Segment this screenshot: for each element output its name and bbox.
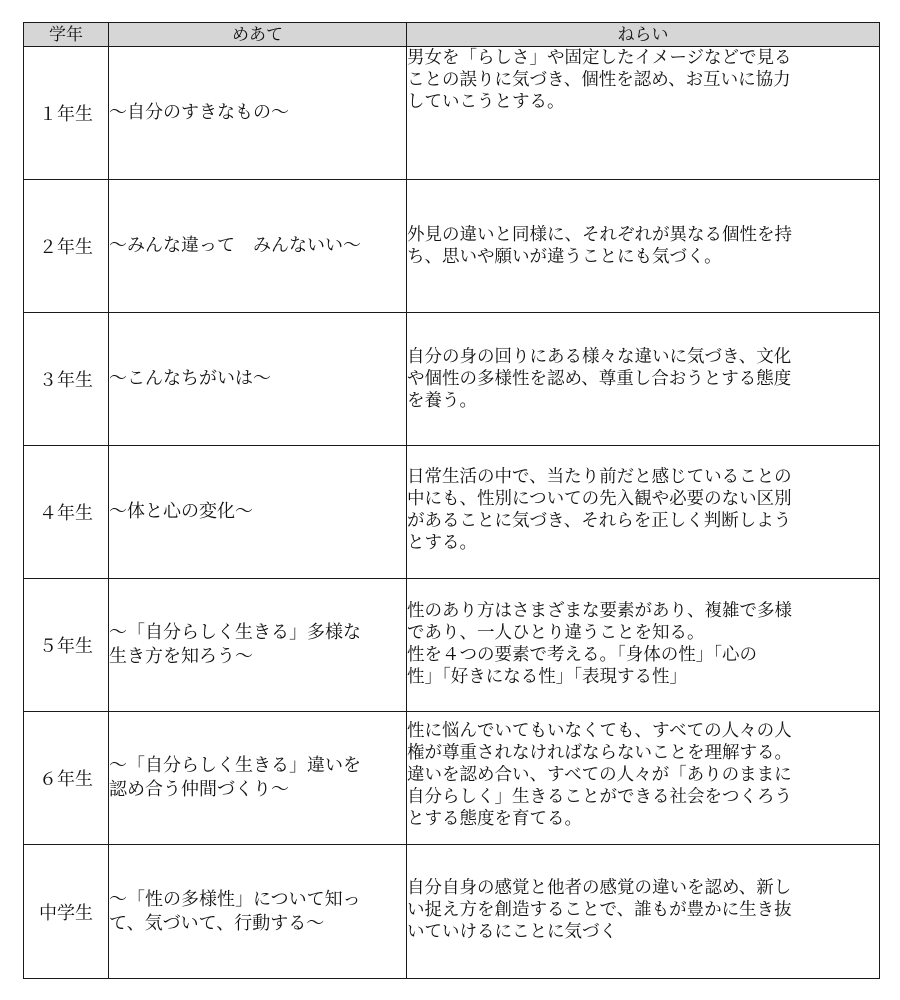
grade-cell: ４年生 xyxy=(24,446,109,579)
aim-line: とする。 xyxy=(407,533,477,553)
aim-cell xyxy=(407,47,880,180)
aim-cell xyxy=(407,845,880,979)
table-row xyxy=(24,47,880,180)
goal-cell xyxy=(109,712,407,845)
goal-line: ～「自分らしく生きる」多様な xyxy=(109,622,361,643)
aim-cell xyxy=(407,313,880,446)
goal-line: ～「自分らしく生きる」違いを xyxy=(109,755,361,776)
table-row xyxy=(24,180,880,313)
aim-line: や個性の多様性を認め、尊重し合おうとする態度 xyxy=(407,369,792,389)
aim-line: 自分の身の回りにある様々な違いに気づき、文化 xyxy=(407,347,792,367)
goal-line: ～「性の多様性」について知っ xyxy=(109,888,361,910)
table-row xyxy=(24,313,880,446)
goal-cell xyxy=(109,313,407,446)
goal-line: ～自分のすきなもの～ xyxy=(109,102,289,123)
aim-line: 性」「好きになる性」「表現する性」 xyxy=(407,667,687,687)
aim-line: 性に悩んでいてもいなくても、すべての人々の人 xyxy=(407,721,792,741)
goal-cell xyxy=(109,845,407,979)
curriculum-table xyxy=(23,22,880,979)
aim-cell xyxy=(407,579,880,712)
aim-line: があることに気づき、それらを正しく判断しよう xyxy=(407,511,792,531)
table-row xyxy=(24,845,880,979)
grade-cell: ３年生 xyxy=(24,313,109,446)
goal-line: 認め合う仲間づくり～ xyxy=(109,779,289,800)
aim-line: 男女を「らしさ」や固定したイメージなどで見る xyxy=(407,48,792,68)
aim-line: していこうとする。 xyxy=(407,92,565,112)
aim-line: を養う。 xyxy=(407,391,477,411)
goal-line: ～こんなちがいは～ xyxy=(109,368,271,389)
grade-cell: ５年生 xyxy=(24,579,109,712)
goal-line: ～みんな違って みんないい～ xyxy=(109,235,361,256)
aim-line: ことの誤りに気づき、個性を認め、お互いに協力 xyxy=(407,70,791,90)
table-row xyxy=(24,579,880,712)
table-row xyxy=(24,446,880,579)
aim-line: とする態度を育てる。 xyxy=(407,809,582,829)
aim-line: いていけるにことに気づく xyxy=(407,922,617,942)
header-grade: 学年 xyxy=(24,23,109,47)
aim-line: ち、思いや願いが違うことにも気づく。 xyxy=(407,247,722,267)
grade-cell: 中学生 xyxy=(24,845,109,979)
aim-line: 自分らしく」生きることができる社会をつくろう xyxy=(407,787,792,807)
aim-line: 外見の違いと同様に、それぞれが異なる個性を持 xyxy=(407,225,792,245)
header-row xyxy=(24,23,880,47)
goal-line: ～体と心の変化～ xyxy=(109,501,253,522)
goal-line: て、気づいて、行動する～ xyxy=(109,912,325,934)
aim-line: い捉え方を創造することで、誰もが豊かに生き抜 xyxy=(407,900,792,920)
aim-line: 違いを認め合い、すべての人々が「ありのままに xyxy=(407,765,792,785)
grade-cell: ２年生 xyxy=(24,180,109,313)
aim-line: 自分自身の感覚と他者の感覚の違いを認め、新し xyxy=(407,878,792,898)
grade-cell: ６年生 xyxy=(24,712,109,845)
aim-cell xyxy=(407,180,880,313)
aim-cell xyxy=(407,712,880,845)
goal-cell xyxy=(109,446,407,579)
aim-line: 性を４つの要素で考える。「身体の性」「心の xyxy=(407,645,757,665)
aim-line: 性のあり方はさまざまな要素があり、複雑で多様 xyxy=(407,601,792,621)
table-row xyxy=(24,712,880,845)
header-aim: ねらい xyxy=(407,23,880,47)
goal-cell xyxy=(109,579,407,712)
header-goal: めあて xyxy=(109,23,407,47)
aim-line: であり、一人ひとり違うことを知る。 xyxy=(407,623,705,643)
goal-cell xyxy=(109,47,407,180)
aim-line: 日常生活の中で、当たり前だと感じていることの xyxy=(407,467,792,487)
aim-cell xyxy=(407,446,880,579)
aim-line: 権が尊重されなければならないことを理解する。 xyxy=(407,743,792,763)
aim-line: 中にも、性別についての先入観や必要のない区別 xyxy=(407,489,792,509)
grade-cell: １年生 xyxy=(24,47,109,180)
goal-cell xyxy=(109,180,407,313)
goal-line: 生き方を知ろう～ xyxy=(109,646,253,667)
